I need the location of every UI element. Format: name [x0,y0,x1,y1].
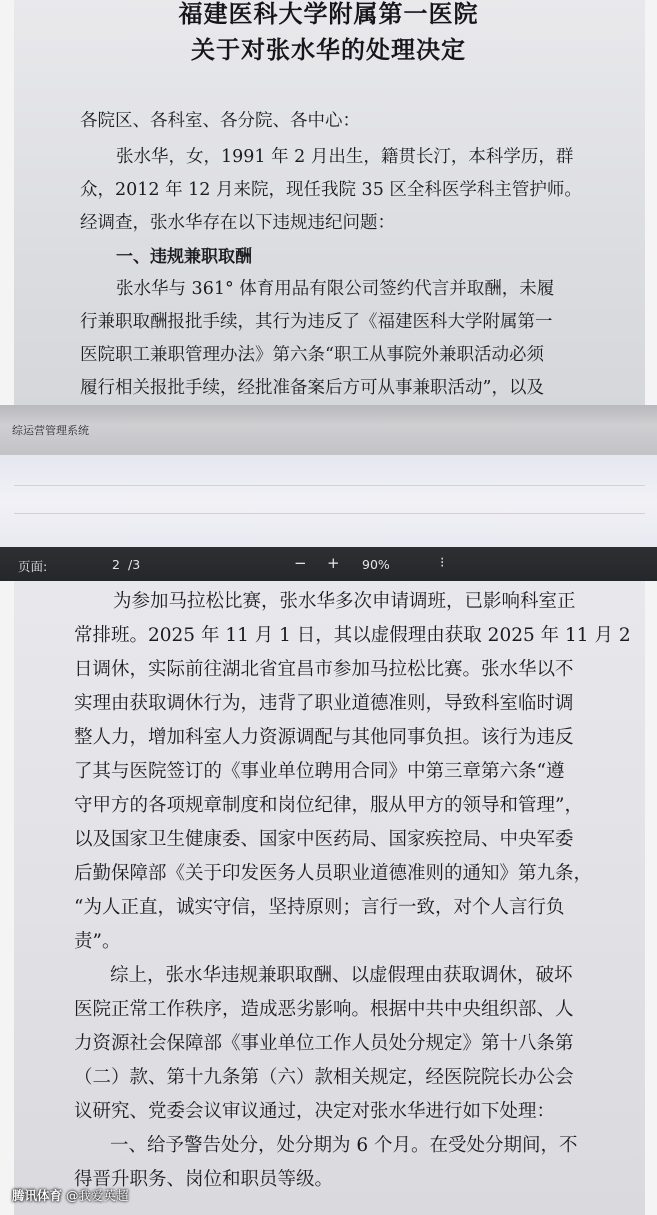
divider [14,513,645,514]
paragraph-line: 责”。 [74,931,121,952]
paragraph-line: 守甲方的各项规章制度和岗位纪律，服从甲方的领导和管理”， [74,795,583,816]
paragraph-line: 了其与医院签订的《事业单位聘用合同》中第三章第六条“遵 [74,761,565,782]
paragraph-line: 张水华与 361° 体育用品有限公司签约代言并取酬，未履 [116,279,555,299]
app-title: 综运营管理系统 [12,424,89,437]
divider [14,485,645,486]
pdf-toolbar [0,547,657,581]
paragraph-line: 行兼职取酬报批手续，其行为违反了《福建医科大学附属第一 [80,312,553,332]
paragraph-line: 实理由获取调休行为，违背了职业道德准则，导致科室临时调 [74,693,574,714]
paragraph-line: 力资源社会保障部《事业单位工作人员处分规定》第十八条第 [74,1033,574,1054]
document-title-line-1: 福建医科大学附属第一医院 [178,0,479,28]
page-label: 页面: [18,559,48,574]
paragraph-line: 医院职工兼职管理办法》第六条“职工从事院外兼职活动必须 [80,345,544,365]
paragraph-line: 经调查，张水华存在以下违规违纪问题： [80,213,395,233]
watermark-handle: @我爱英超 [66,1188,129,1203]
zoom-out-button[interactable]: − [294,554,307,572]
zoom-in-button[interactable]: + [327,554,340,572]
paragraph-line: 张水华，女，1991 年 2 月出生，籍贯长汀，本科学历，群 [116,147,574,167]
paragraph-line: 常排班。2025 年 11 月 1 日，其以虚假理由获取 2025 年 11 月 2 [74,625,631,646]
section-heading: 一、违规兼职取酬 [116,247,252,267]
document-title-line-2: 关于对张水华的处理决定 [191,35,466,64]
photo-edge [645,0,657,405]
document-page-1-photo [0,0,657,405]
app-window-header [0,405,657,455]
paragraph-line: 后勤保障部《关于印发医务人员职业道德准则的通知》第九条， [74,863,593,884]
zoom-level[interactable]: 90% [362,557,390,572]
paragraph-line: “为人正直，诚实守信，坚持原则；言行一致，对个人言行负 [74,897,565,918]
paragraph-line: 众，2012 年 12 月来院，现任我院 35 区全科医学科主管护师。 [80,180,582,200]
paragraph-line: （二）款、第十九条第（六）款相关规定，经医院院长办公会 [74,1067,574,1088]
paragraph-line: 整人力，增加科室人力资源调配与其他同事负担。该行为违反 [74,727,574,748]
paragraph-line: 议研究、党委会议审议通过，决定对张水华进行如下处理： [74,1101,556,1122]
source-watermark [12,1186,129,1204]
more-options-icon[interactable]: ⁝ [440,555,445,571]
paragraph-line: 履行相关报批手续，经批准备案后方可从事兼职活动”，以及 [80,378,544,398]
paragraph-line: 日调休，实际前往湖北省宜昌市参加马拉松比赛。张水华以不 [74,659,574,680]
paragraph-line: 得晋升职务、岗位和职员等级。 [74,1169,334,1190]
photo-edge [0,581,14,1215]
paragraph-line: 医院正常工作秩序，造成恶劣影响。根据中共中央组织部、人 [74,999,574,1020]
paragraph-line: 一、给予警告处分，处分期为 6 个月。在受处分期间，不 [110,1135,578,1156]
paragraph-line: 为参加马拉松比赛，张水华多次申请调班，已影响科室正 [113,591,576,612]
app-content-band [0,455,657,547]
paragraph-line: 以及国家卫生健康委、国家中医药局、国家疾控局、中央军委 [74,829,574,850]
photo-edge [645,581,657,1215]
photo-edge [0,0,14,405]
page-total: /3 [128,557,141,572]
addressee-line: 各院区、各科室、各分院、各中心： [80,111,360,131]
paragraph-line: 综上，张水华违规兼职取酬、以虚假理由获取调休，破坏 [110,965,573,986]
page-number-input[interactable]: 2 [112,557,120,572]
document-page-2-photo [0,581,657,1215]
watermark-brand: 腾讯体育 [12,1188,63,1203]
